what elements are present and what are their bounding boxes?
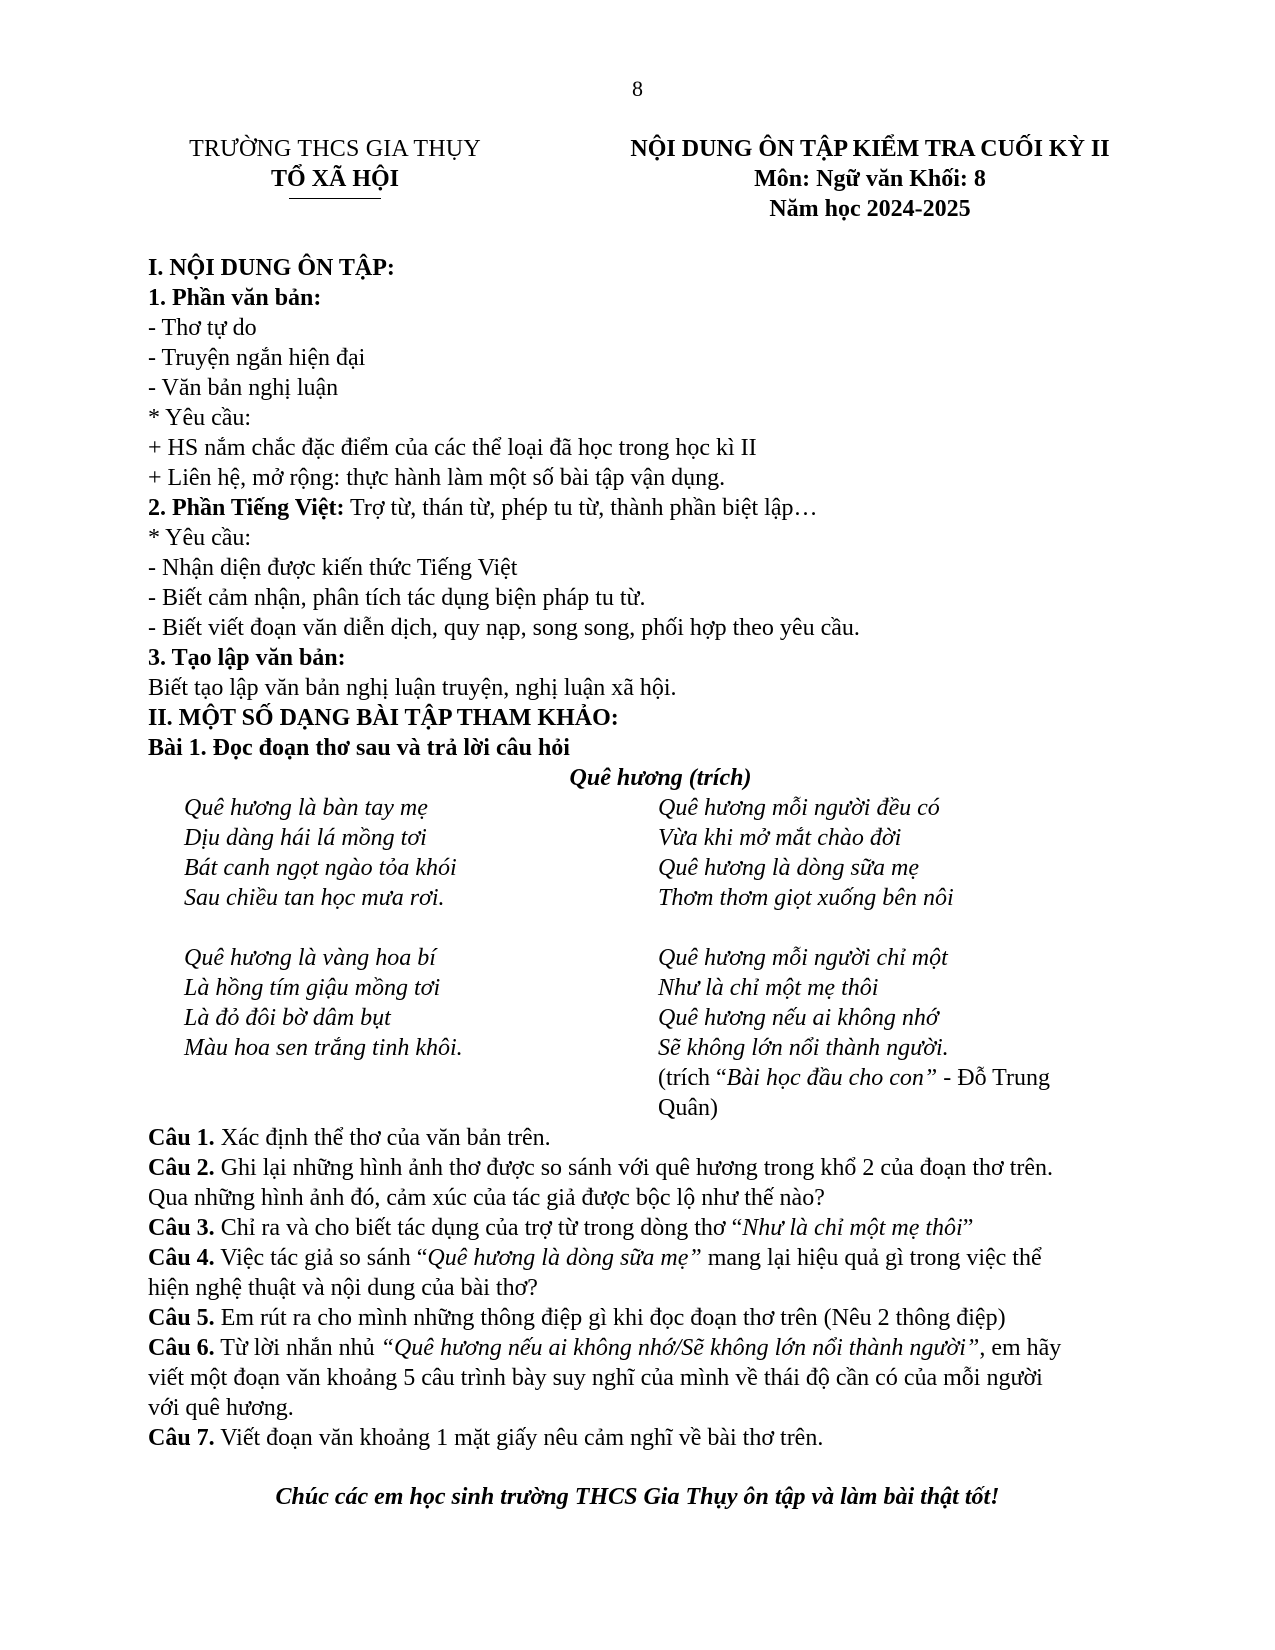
part-1-heading: 1. Phần văn bản:: [148, 285, 322, 311]
poem: [148, 793, 1168, 1123]
list-item: - Nhận diện được kiến thức Tiếng Việt: [148, 555, 518, 581]
question-6: [148, 1333, 1168, 1363]
part-3-heading: 3. Tạo lập văn bản:: [148, 645, 346, 671]
question-5: [148, 1303, 1168, 1333]
poem-line: Quê hương nếu ai không nhớ: [658, 1005, 939, 1031]
poem-title: Quê hương (trích): [569, 765, 752, 791]
question-1: [148, 1123, 1168, 1153]
question-label: Câu 3.: [148, 1215, 215, 1241]
source-title: Bài học đầu cho con”: [726, 1065, 938, 1091]
department-name: TỔ XÃ HỘI: [270, 166, 399, 192]
question-4: [148, 1243, 1168, 1273]
poem-line: Bát canh ngọt ngào tỏa khói: [184, 855, 457, 881]
question-label: Câu 1.: [148, 1125, 215, 1151]
school-name: TRƯỜNG THCS GIA THỤY: [189, 136, 481, 162]
question-text: Viết đoạn văn khoảng 1 mặt giấy nêu cảm nghĩ về bài thơ trên.: [214, 1425, 824, 1451]
poem-line: Sẽ không lớn nổi thành người.: [658, 1035, 949, 1061]
requirement-label: * Yêu cầu:: [148, 525, 252, 551]
question-2: [148, 1153, 1168, 1183]
poem-line: Sau chiều tan học mưa rơi.: [184, 885, 445, 911]
question-label: Câu 7.: [148, 1425, 215, 1451]
poem-line: Quê hương là dòng sữa mẹ: [658, 855, 919, 881]
question-label: Câu 2.: [148, 1155, 215, 1181]
section-2-heading: II. MỘT SỐ DẠNG BÀI TẬP THAM KHẢO:: [148, 705, 619, 731]
question-label: Câu 4.: [148, 1245, 215, 1271]
document-title: NỘI DUNG ÔN TẬP KIỂM TRA CUỐI KỲ II: [630, 136, 1110, 162]
question-text: Xác định thể thơ của văn bản trên.: [214, 1125, 551, 1151]
source-prefix: (trích “: [658, 1065, 727, 1091]
closing-message: Chúc các em học sinh trường THCS Gia Thụy ôn tập và làm bài thật tốt!: [275, 1484, 1000, 1510]
question-text: Ghi lại những hình ảnh thơ được so sánh với quê hương trong khổ 2 của đoạn thơ trên.: [214, 1155, 1054, 1181]
question-text: Từ lời nhắn nhủ: [214, 1335, 381, 1361]
poem-line: Vừa khi mở mắt chào đời: [658, 825, 902, 851]
question-text: Em rút ra cho mình những thông điệp gì khi đọc đoạn thơ trên (Nêu 2 thông điệp): [214, 1305, 1006, 1331]
header-left: [148, 134, 522, 199]
question-3: [148, 1213, 1168, 1243]
part-2-text: Trợ từ, thán từ, phép tu từ, thành phần biệt lập…: [344, 495, 818, 521]
poem-line: Thơm thơm giọt xuống bên nôi: [658, 885, 954, 911]
question-quote: “Quê hương nếu ai không nhớ/Sẽ không lớn nổi thành người”: [380, 1335, 980, 1361]
header-right: [590, 134, 1150, 224]
list-item: + Liên hệ, mở rộng: thực hành làm một số bài tập vận dụng.: [148, 465, 726, 491]
question-quote: Quê hương là dòng sữa mẹ”: [427, 1245, 702, 1271]
poem-source: [658, 1063, 1138, 1093]
poem-source-end: Quân): [658, 1095, 718, 1121]
school-year: Năm học 2024-2025: [769, 196, 971, 222]
section-1-heading: I. NỘI DUNG ÔN TẬP:: [148, 255, 395, 281]
poem-line: Quê hương là vàng hoa bí: [184, 945, 436, 971]
poem-right-column: [658, 793, 1138, 1123]
question-2-cont: Qua những hình ảnh đó, cảm xúc của tác giả được bộc lộ như thế nào?: [148, 1185, 825, 1211]
question-quote: Như là chỉ một mẹ thôi: [742, 1215, 963, 1241]
poem-line: Quê hương mỗi người đều có: [658, 795, 940, 821]
header-divider: [289, 198, 381, 199]
requirement-label: * Yêu cầu:: [148, 405, 252, 431]
stanza-gap: [184, 913, 654, 943]
poem-line: Dịu dàng hái lá mồng tơi: [184, 825, 427, 851]
part-2-line: [148, 493, 1168, 523]
question-4-cont: hiện nghệ thuật và nội dung của bài thơ?: [148, 1275, 538, 1301]
list-item: - Truyện ngắn hiện đại: [148, 345, 366, 371]
list-item: - Văn bản nghị luận: [148, 375, 339, 401]
part-2-heading: 2. Phần Tiếng Việt:: [148, 495, 345, 521]
question-text: Việc tác giả so sánh “: [214, 1245, 428, 1271]
document-body: [148, 253, 1168, 1453]
stanza-gap: [658, 913, 1138, 943]
question-label: Câu 6.: [148, 1335, 215, 1361]
exercise-heading: Bài 1. Đọc đoạn thơ sau và trả lời câu hỏi: [148, 735, 570, 761]
question-6-cont: viết một đoạn văn khoảng 5 câu trình bày suy nghĩ của mình về thái độ cần có của mỗi người: [148, 1365, 1043, 1391]
poem-line: Là hồng tím giậu mồng tơi: [184, 975, 441, 1001]
subject-line: Môn: Ngữ văn Khối: 8: [754, 166, 986, 192]
poem-left-column: [148, 793, 654, 1123]
list-item: - Biết cảm nhận, phân tích tác dụng biện pháp tu từ.: [148, 585, 646, 611]
poem-line: Màu hoa sen trắng tinh khôi.: [184, 1035, 463, 1061]
poem-line: Quê hương mỗi người chỉ một: [658, 945, 948, 971]
list-item: - Biết viết đoạn văn diễn dịch, quy nạp, song song, phối hợp theo yêu cầu.: [148, 615, 860, 641]
question-text: , em hãy: [979, 1335, 1062, 1361]
poem-line: Như là chỉ một mẹ thôi: [658, 975, 879, 1001]
source-author: - Đỗ Trung: [937, 1065, 1050, 1091]
question-6-cont: với quê hương.: [148, 1395, 294, 1421]
poem-line: Là đỏ đôi bờ dâm bụt: [184, 1005, 391, 1031]
question-label: Câu 5.: [148, 1305, 215, 1331]
question-7: [148, 1423, 1168, 1453]
page-number: 8: [632, 76, 643, 101]
list-item: - Thơ tự do: [148, 315, 257, 341]
part-3-text: Biết tạo lập văn bản nghị luận truyện, nghị luận xã hội.: [148, 675, 677, 701]
list-item: + HS nắm chắc đặc điểm của các thể loại đã học trong học kì II: [148, 435, 757, 461]
poem-line: Quê hương là bàn tay mẹ: [184, 795, 428, 821]
question-quote-end: ”: [962, 1215, 974, 1241]
question-text: Chỉ ra và cho biết tác dụng của trợ từ trong dòng thơ “: [214, 1215, 743, 1241]
question-text: mang lại hiệu quả gì trong việc thể: [701, 1245, 1042, 1271]
